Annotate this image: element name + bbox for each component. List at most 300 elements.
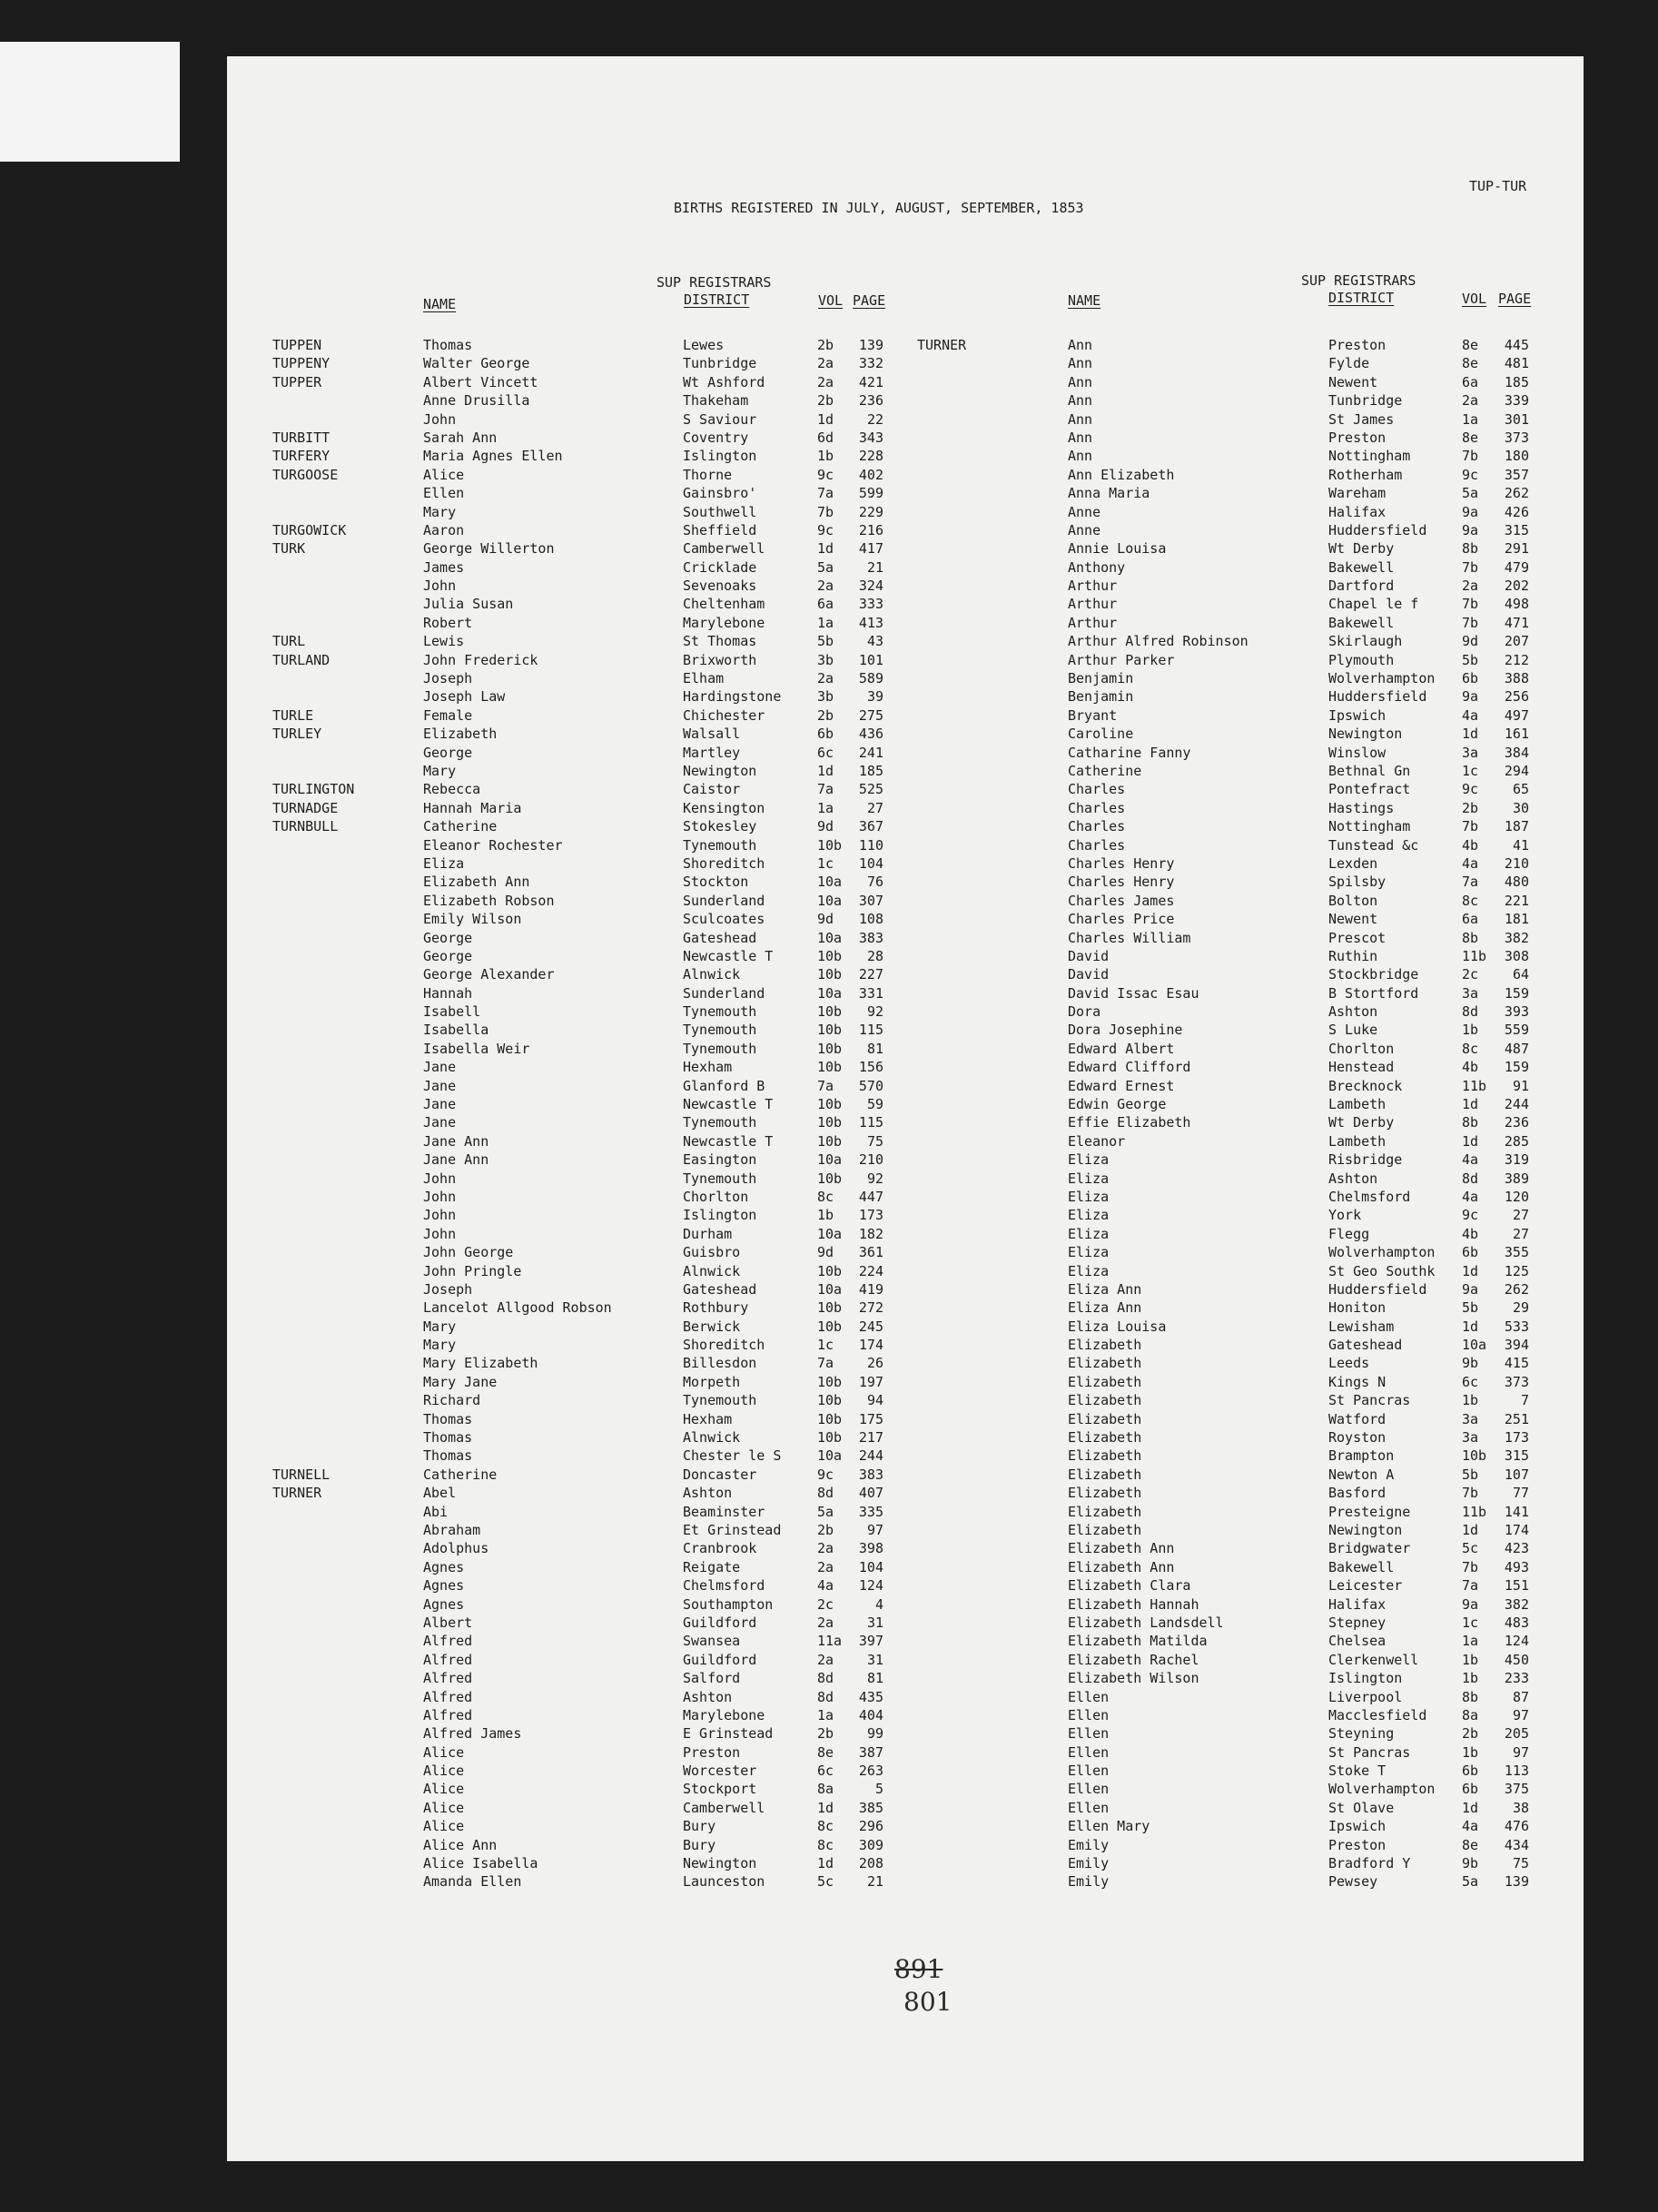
entry-page-number: 397 [858,1633,883,1650]
entry-volume: 5a [817,1503,834,1520]
entry-forename: Dora Josephine [1068,1022,1183,1039]
entry-volume: 6a [817,596,834,613]
entry-page-number: 413 [858,614,883,631]
entry-forename: Elizabeth Wilson [1068,1670,1199,1687]
entry-volume: 11b [1462,1503,1487,1520]
entry-page-number: 361 [858,1244,883,1261]
entry-volume: 4a [817,1577,834,1595]
entry-page-number: 212 [1504,651,1529,668]
entry-forename: John [423,1225,457,1242]
entry-page-number: 4 [874,1595,883,1613]
entry-page-number: 236 [858,392,883,410]
entry-district: Doncaster [683,1466,757,1483]
entry-district: Chichester [683,706,765,724]
entry-district: Newington [1328,1522,1403,1538]
entry-district: Hastings [1328,799,1395,816]
entry-district: Alnwick [683,1262,741,1279]
left-name-header: NAME [423,296,457,312]
entry-page-number: 205 [1504,1725,1529,1743]
entry-page-number: 27 [1512,1207,1529,1224]
entry-forename: Maria Agnes Ellen [423,448,563,465]
entry-page-number: 559 [1504,1022,1529,1039]
entry-forename: Ellen Mary [1068,1818,1150,1835]
entry-page-number: 498 [1504,596,1529,613]
entry-district: Wolverhampton [1328,670,1436,687]
entry-district: St Pancras [1328,1743,1411,1761]
right-page-header: PAGE [1498,291,1532,307]
entry-surname: TURNER [917,337,967,353]
entry-page-number: 589 [858,670,883,687]
entry-district: Bridgwater [1328,1540,1411,1557]
entry-page-number: 450 [1504,1651,1529,1668]
entry-district: Bakewell [1328,614,1395,631]
entry-page-number: 291 [1504,540,1529,558]
entry-surname: TUPPENY [272,355,331,372]
entry-district: Newton A [1328,1466,1395,1483]
entry-surname: TURLAND [272,651,331,668]
entry-volume: 1d [1462,1262,1479,1279]
entry-volume: 7b [1462,818,1479,835]
entry-forename: Jane Ann [423,1132,489,1150]
entry-district: Newcastle T [683,1132,774,1150]
entry-volume: 6d [817,429,834,446]
entry-volume: 5b [817,633,834,650]
entry-page-number: 570 [858,1077,883,1094]
entry-forename: Ann [1068,373,1093,390]
entry-forename: John [423,410,457,428]
entry-district: Walsall [683,726,741,743]
entry-page-number: 476 [1504,1818,1529,1835]
entry-volume: 1c [817,1337,834,1354]
entry-forename: Ellen [1068,1743,1110,1761]
entry-volume: 5a [1462,485,1479,502]
entry-forename: Alice Ann [423,1836,498,1853]
entry-forename: Elizabeth [1068,1373,1142,1390]
entry-volume: 5a [1462,1873,1479,1891]
entry-volume: 10a [817,1447,843,1465]
entry-forename: Anthony [1068,558,1126,576]
entry-page-number: 151 [1504,1577,1529,1595]
entry-forename: Thomas [423,337,473,353]
entry-page-number: 174 [1504,1522,1529,1538]
entry-district: Tynemouth [683,836,757,854]
entry-volume: 11b [1462,1077,1487,1094]
entry-page-number: 332 [858,355,883,372]
entry-district: Royston [1328,1429,1387,1447]
entry-district: Gainsbro' [683,485,757,502]
entry-district: Preston [1328,337,1387,353]
entry-volume: 8d [1462,1003,1479,1021]
entry-district: Basford [1328,1485,1387,1502]
entry-forename: Effie Elizabeth [1068,1114,1191,1131]
entry-volume: 1b [817,1207,834,1224]
entry-district: Huddersfield [1328,521,1427,538]
entry-forename: Joseph [423,1280,473,1298]
right-vol-header: VOL [1462,291,1487,307]
entry-forename: Anne Drusilla [423,392,530,410]
entry-forename: Ann [1068,355,1093,372]
entry-forename: Elizabeth Landsdell [1068,1614,1224,1631]
entry-district: Worcester [683,1763,757,1780]
entry-district: Huddersfield [1328,688,1427,706]
entry-volume: 1b [1462,1022,1479,1039]
entry-volume: 7b [817,503,834,520]
entry-surname: TUPPEN [272,337,322,353]
entry-surname: TUPPER [272,373,322,390]
entry-page-number: 423 [1504,1540,1529,1557]
left-page-header: PAGE [853,292,886,309]
entry-district: Presteigne [1328,1503,1411,1520]
entry-district: Huddersfield [1328,1280,1427,1298]
entry-district: Spilsby [1328,874,1387,891]
entry-volume: 10a [817,1280,843,1298]
entry-district: Berwick [683,1318,741,1335]
entry-district: Newington [683,762,757,779]
entry-page-number: 262 [1504,1280,1529,1298]
entry-forename: Alice Isabella [423,1855,538,1872]
entry-district: Islington [1328,1670,1403,1687]
entry-forename: Eliza [1068,1207,1110,1224]
entry-forename: John Pringle [423,1262,522,1279]
entry-forename: Annie Louisa [1068,540,1167,558]
entry-page-number: 113 [1504,1763,1529,1780]
entry-page-number: 31 [866,1614,883,1631]
entry-volume: 9c [817,521,834,538]
entry-forename: Ann [1068,448,1093,465]
entry-page-number: 141 [1504,1503,1529,1520]
entry-volume: 8c [1462,1040,1479,1057]
entry-page-number: 387 [858,1743,883,1761]
entry-page-number: 241 [858,744,883,761]
entry-forename: Thomas [423,1429,473,1447]
entry-forename: Ann [1068,392,1093,410]
entry-volume: 8d [817,1688,834,1705]
right-district-header-line2: DISTRICT [1328,290,1395,306]
entry-forename: Elizabeth [1068,1392,1142,1409]
entry-forename: Mary Elizabeth [423,1355,538,1372]
entry-district: Chester le S [683,1447,782,1465]
entry-forename: Ellen [1068,1688,1110,1705]
entry-page-number: 382 [1504,929,1529,946]
entry-volume: 2c [1462,966,1479,983]
entry-surname: TURGOWICK [272,521,347,538]
entry-page-number: 294 [1504,762,1529,779]
entry-volume: 4b [1462,1059,1479,1076]
entry-district: Ashton [683,1485,733,1502]
entry-page-number: 296 [858,1818,883,1835]
entry-volume: 6b [817,726,834,743]
entry-district: Alnwick [683,1429,741,1447]
entry-forename: Lancelot Allgood Robson [423,1299,612,1317]
entry-page-number: 493 [1504,1558,1529,1575]
entry-volume: 6c [1462,1373,1479,1390]
entry-district: Macclesfield [1328,1706,1427,1723]
entry-page-number: 245 [858,1318,883,1335]
entry-volume: 4a [1462,854,1479,872]
entry-volume: 1d [1462,1318,1479,1335]
entry-forename: Female [423,706,473,724]
entry-district: Kings N [1328,1373,1387,1390]
entry-page-number: 385 [858,1799,883,1816]
entry-district: Halifax [1328,1595,1387,1613]
entry-volume: 1b [1462,1743,1479,1761]
entry-district: Stockton [683,874,749,891]
entry-page-number: 307 [858,892,883,909]
entry-district: Bury [683,1818,716,1835]
entry-district: Newington [1328,726,1403,743]
entry-page-number: 221 [1504,892,1529,909]
entry-district: Martley [683,744,741,761]
entry-page-number: 224 [858,1262,883,1279]
entry-volume: 7b [1462,1485,1479,1502]
entry-forename: Ellen [1068,1706,1110,1723]
entry-page-number: 187 [1504,818,1529,835]
entry-district: Nottingham [1328,448,1411,465]
entry-volume: 2b [817,337,834,353]
entry-page-number: 30 [1512,799,1529,816]
entry-forename: Ann Elizabeth [1068,466,1175,483]
entry-volume: 2a [817,373,834,390]
entry-page-number: 92 [866,1170,883,1187]
entry-forename: Emily [1068,1855,1110,1872]
entry-forename: Abi [423,1503,449,1520]
entry-forename: George [423,929,473,946]
entry-page-number: 497 [1504,706,1529,724]
entry-district: St James [1328,410,1395,428]
entry-volume: 5a [817,558,834,576]
entry-forename: Ellen [423,485,465,502]
entry-volume: 6a [1462,373,1479,390]
entry-volume: 2b [817,1725,834,1743]
entry-surname: TURBITT [272,429,331,446]
entry-forename: Mary Jane [423,1373,498,1390]
entry-page-number: 315 [1504,1447,1529,1465]
entry-district: Sevenoaks [683,578,757,595]
entry-forename: Charles William [1068,929,1191,946]
entry-page-number: 75 [1512,1855,1529,1872]
entry-forename: Elizabeth [1068,1429,1142,1447]
entry-volume: 10b [817,1410,843,1427]
entry-forename: Alice [423,1818,465,1835]
entry-page-number: 435 [858,1688,883,1705]
entry-forename: George Willerton [423,540,555,558]
entry-forename: Charles [1068,818,1126,835]
entry-page-number: 394 [1504,1337,1529,1354]
entry-district: Ashton [683,1688,733,1705]
entry-volume: 1b [817,448,834,465]
entry-page-number: 108 [858,911,883,928]
entry-page-number: 426 [1504,503,1529,520]
entry-forename: Elizabeth [423,726,498,743]
entry-forename: Jane [423,1114,457,1131]
entry-forename: Walter George [423,355,530,372]
entry-page-number: 64 [1512,966,1529,983]
entry-district: Tynemouth [683,1022,757,1039]
entry-district: Skirlaugh [1328,633,1403,650]
entry-page-number: 244 [858,1447,883,1465]
entry-page-number: 331 [858,984,883,1002]
entry-page-number: 94 [866,1392,883,1409]
entry-volume: 8e [1462,429,1479,446]
entry-volume: 3a [1462,744,1479,761]
entry-page-number: 115 [858,1114,883,1131]
entry-forename: Ann [1068,429,1093,446]
entry-forename: Elizabeth [1068,1503,1142,1520]
entry-page-number: 76 [866,874,883,891]
entry-district: Bakewell [1328,558,1395,576]
entry-volume: 1d [817,762,834,779]
entry-page-number: 75 [866,1132,883,1150]
entry-volume: 10a [817,929,843,946]
entry-district: Pontefract [1328,781,1411,798]
entry-district: Swansea [683,1633,741,1650]
entry-district: Reigate [683,1558,741,1575]
entry-volume: 6b [1462,670,1479,687]
entry-volume: 3b [817,651,834,668]
entry-forename: Joseph Law [423,688,506,706]
entry-forename: Robert [423,614,473,631]
entry-volume: 1b [1462,1651,1479,1668]
entry-district: Ruthin [1328,947,1378,964]
entry-district: Leeds [1328,1355,1370,1372]
entry-forename: Ellen [1068,1781,1110,1798]
entry-district: Pewsey [1328,1873,1378,1891]
entry-volume: 7a [817,781,834,798]
entry-page-number: 479 [1504,558,1529,576]
entry-forename: Jane Ann [423,1151,489,1169]
left-vol-header: VOL [818,292,844,309]
entry-forename: Emily [1068,1836,1110,1853]
entry-forename: Anne [1068,521,1101,538]
entry-page-number: 324 [858,578,883,595]
entry-district: Steyning [1328,1725,1395,1743]
entry-volume: 4a [1462,1818,1479,1835]
register-page [227,56,1584,2161]
entry-volume: 2b [817,1522,834,1538]
entry-forename: Albert [423,1614,473,1631]
entry-volume: 9c [817,1466,834,1483]
entry-volume: 7a [817,485,834,502]
entry-volume: 9d [817,911,834,928]
entry-volume: 8e [1462,355,1479,372]
entry-forename: Sarah Ann [423,429,498,446]
entry-page-number: 197 [858,1373,883,1390]
entry-page-number: 415 [1504,1355,1529,1372]
entry-volume: 2a [817,1651,834,1668]
left-district-header-line2: DISTRICT [684,291,750,308]
entry-district: Rothbury [683,1299,749,1317]
entry-volume: 9a [1462,521,1479,538]
entry-volume: 9c [1462,781,1479,798]
entry-forename: Emily [1068,1873,1110,1891]
entry-page-number: 28 [866,947,883,964]
entry-surname: TURNADGE [272,799,339,816]
entry-volume: 2b [1462,799,1479,816]
entry-page-number: 333 [858,596,883,613]
entry-forename: Adolphus [423,1540,489,1557]
entry-surname: TURNER [272,1485,322,1502]
entry-page-number: 315 [1504,521,1529,538]
entry-volume: 10a [1462,1337,1487,1354]
entry-page-number: 59 [866,1096,883,1113]
entry-forename: Eliza [423,854,465,872]
entry-forename: Caroline [1068,726,1134,743]
entry-district: Brixworth [683,651,757,668]
entry-page-number: 233 [1504,1670,1529,1687]
entry-volume: 5b [1462,651,1479,668]
entry-page-number: 139 [858,337,883,353]
entry-volume: 7b [1462,558,1479,576]
entry-district: Tynemouth [683,1003,757,1021]
entry-volume: 1c [817,854,834,872]
entry-district: Shoreditch [683,1337,765,1354]
entry-district: Thorne [683,466,733,483]
entry-surname: TURFERY [272,448,331,465]
entry-volume: 4b [1462,1225,1479,1242]
entry-district: Glanford B [683,1077,765,1094]
entry-district: Beaminster [683,1503,765,1520]
entry-page-number: 120 [1504,1188,1529,1205]
entry-forename: Anne [1068,503,1101,520]
entry-page-number: 383 [858,929,883,946]
entry-district: Cranbrook [683,1540,757,1557]
entry-page-number: 77 [1512,1485,1529,1502]
entry-forename: Elizabeth [1068,1466,1142,1483]
entry-page-number: 417 [858,540,883,558]
entry-page-number: 99 [866,1725,883,1743]
entry-district: Watford [1328,1410,1387,1427]
entry-district: Thakeham [683,392,749,410]
entry-district: Bolton [1328,892,1378,909]
entry-district: Ipswich [1328,706,1387,724]
entry-page-number: 27 [1512,1225,1529,1242]
entry-volume: 1d [1462,1799,1479,1816]
entry-page-number: 308 [1504,947,1529,964]
entry-forename: Alfred James [423,1725,522,1743]
entry-forename: Benjamin [1068,688,1134,706]
entry-page-number: 480 [1504,874,1529,891]
entry-district: St Pancras [1328,1392,1411,1409]
entry-district: Wolverhampton [1328,1781,1436,1798]
entry-forename: Elizabeth [1068,1447,1142,1465]
entry-volume: 7a [1462,1577,1479,1595]
entry-volume: 8b [1462,1688,1479,1705]
entry-volume: 1d [1462,1096,1479,1113]
entry-volume: 1d [1462,1132,1479,1150]
entry-district: Plymouth [1328,651,1395,668]
entry-district: Tynemouth [683,1170,757,1187]
entry-page-number: 125 [1504,1262,1529,1279]
entry-page-number: 124 [1504,1633,1529,1650]
entry-page-number: 175 [858,1410,883,1427]
entry-volume: 9a [1462,688,1479,706]
entry-page-number: 97 [866,1522,883,1538]
entry-volume: 2a [817,670,834,687]
entry-forename: Bryant [1068,706,1118,724]
entry-page-number: 533 [1504,1318,1529,1335]
entry-forename: Isabella Weir [423,1040,530,1057]
entry-surname: TURLINGTON [272,781,355,798]
folio-number-crossed: 891 [894,1954,943,1984]
entry-forename: David [1068,966,1110,983]
entry-volume: 1d [817,1799,834,1816]
entry-volume: 8d [817,1670,834,1687]
entry-forename: Aaron [423,521,465,538]
entry-district: Wt Ashford [683,373,765,390]
entry-forename: Elizabeth Ann [1068,1558,1175,1575]
entry-district: Cricklade [683,558,757,576]
entry-volume: 9a [1462,1280,1479,1298]
